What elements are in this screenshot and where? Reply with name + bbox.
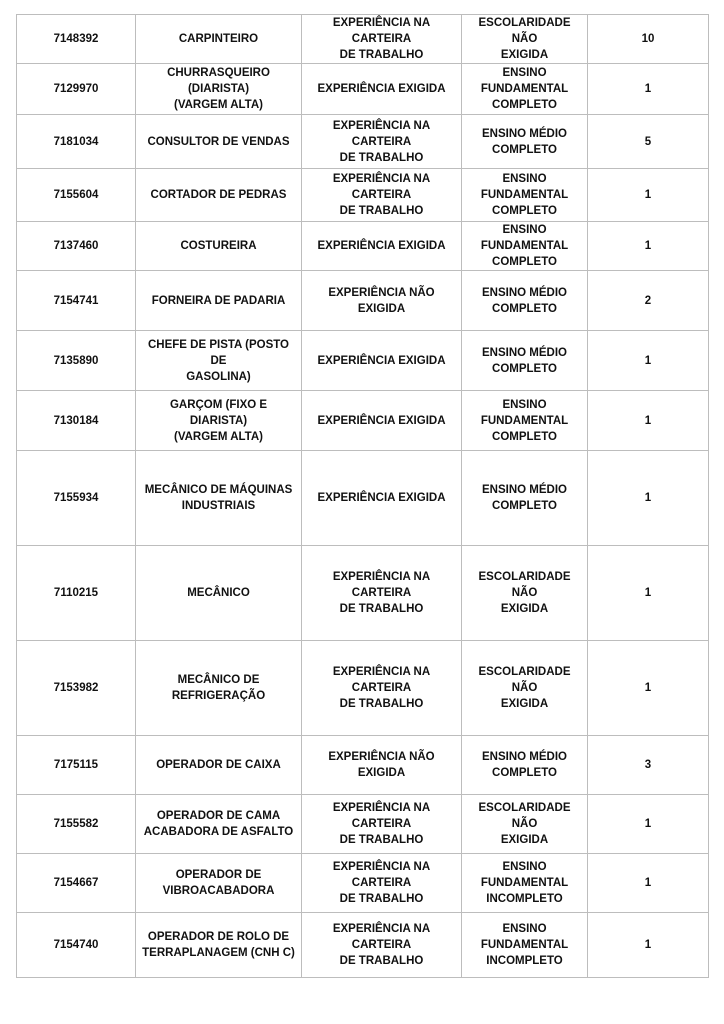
job-education: ENSINO MÉDIO COMPLETO xyxy=(462,451,588,546)
table-row xyxy=(17,271,709,331)
job-experience: EXPERIÊNCIA EXIGIDA xyxy=(302,222,462,271)
job-role: FORNEIRA DE PADARIA xyxy=(136,271,302,331)
job-code: 7155934 xyxy=(17,451,136,546)
table-row xyxy=(17,854,709,913)
job-vacancies: 1 xyxy=(588,331,709,391)
job-role: MECÂNICO xyxy=(136,546,302,641)
job-education: ENSINO MÉDIO COMPLETO xyxy=(462,115,588,169)
job-education: ENSINO FUNDAMENTAL COMPLETO xyxy=(462,391,588,451)
job-vacancies: 1 xyxy=(588,795,709,854)
job-role: CONSULTOR DE VENDAS xyxy=(136,115,302,169)
job-code: 7154740 xyxy=(17,913,136,978)
job-code: 7155604 xyxy=(17,169,136,222)
job-vacancies: 5 xyxy=(588,115,709,169)
job-experience: EXPERIÊNCIA NA CARTEIRA DE TRABALHO xyxy=(302,913,462,978)
job-vacancies: 10 xyxy=(588,15,709,64)
table-row xyxy=(17,641,709,736)
job-role: OPERADOR DE VIBROACABADORA xyxy=(136,854,302,913)
job-code: 7110215 xyxy=(17,546,136,641)
job-education: ESCOLARIDADE NÃO EXIGIDA xyxy=(462,15,588,64)
job-vacancies: 2 xyxy=(588,271,709,331)
job-role: CARPINTEIRO xyxy=(136,15,302,64)
job-education: ENSINO FUNDAMENTAL INCOMPLETO xyxy=(462,854,588,913)
job-education: ENSINO FUNDAMENTAL COMPLETO xyxy=(462,222,588,271)
job-vacancies: 1 xyxy=(588,169,709,222)
job-vacancies: 1 xyxy=(588,222,709,271)
table-row xyxy=(17,64,709,115)
job-role: OPERADOR DE ROLO DE TERRAPLANAGEM (CNH C) xyxy=(136,913,302,978)
job-code: 7135890 xyxy=(17,331,136,391)
table-row xyxy=(17,222,709,271)
table-row xyxy=(17,451,709,546)
job-experience: EXPERIÊNCIA EXIGIDA xyxy=(302,451,462,546)
table-row xyxy=(17,169,709,222)
job-experience: EXPERIÊNCIA NA CARTEIRA DE TRABALHO xyxy=(302,546,462,641)
job-code: 7181034 xyxy=(17,115,136,169)
job-vacancies: 1 xyxy=(588,641,709,736)
job-role: CHEFE DE PISTA (POSTO DE GASOLINA) xyxy=(136,331,302,391)
job-role: COSTUREIRA xyxy=(136,222,302,271)
job-role: OPERADOR DE CAMA ACABADORA DE ASFALTO xyxy=(136,795,302,854)
job-experience: EXPERIÊNCIA NA CARTEIRA DE TRABALHO xyxy=(302,115,462,169)
job-vacancies: 1 xyxy=(588,64,709,115)
job-code: 7155582 xyxy=(17,795,136,854)
job-experience: EXPERIÊNCIA NA CARTEIRA DE TRABALHO xyxy=(302,795,462,854)
job-vacancies: 1 xyxy=(588,546,709,641)
job-vacancies: 1 xyxy=(588,451,709,546)
table-row xyxy=(17,15,709,64)
table-row xyxy=(17,795,709,854)
job-education: ESCOLARIDADE NÃO EXIGIDA xyxy=(462,546,588,641)
job-code: 7148392 xyxy=(17,15,136,64)
job-education: ESCOLARIDADE NÃO EXIGIDA xyxy=(462,795,588,854)
table-row xyxy=(17,913,709,978)
job-education: ENSINO MÉDIO COMPLETO xyxy=(462,736,588,795)
table-row xyxy=(17,331,709,391)
job-vacancies-table xyxy=(16,14,709,978)
job-role: GARÇOM (FIXO E DIARISTA) (VARGEM ALTA) xyxy=(136,391,302,451)
job-experience: EXPERIÊNCIA EXIGIDA xyxy=(302,64,462,115)
job-role: MECÂNICO DE REFRIGERAÇÃO xyxy=(136,641,302,736)
job-education: ENSINO FUNDAMENTAL COMPLETO xyxy=(462,64,588,115)
table-row xyxy=(17,115,709,169)
job-education: ENSINO FUNDAMENTAL INCOMPLETO xyxy=(462,913,588,978)
job-vacancies: 1 xyxy=(588,854,709,913)
job-code: 7154741 xyxy=(17,271,136,331)
job-experience: EXPERIÊNCIA NA CARTEIRA DE TRABALHO xyxy=(302,169,462,222)
job-vacancies: 1 xyxy=(588,913,709,978)
job-code: 7175115 xyxy=(17,736,136,795)
job-experience: EXPERIÊNCIA NA CARTEIRA DE TRABALHO xyxy=(302,641,462,736)
job-education: ENSINO FUNDAMENTAL COMPLETO xyxy=(462,169,588,222)
job-experience: EXPERIÊNCIA NÃO EXIGIDA xyxy=(302,736,462,795)
job-code: 7137460 xyxy=(17,222,136,271)
job-experience: EXPERIÊNCIA NA CARTEIRA DE TRABALHO xyxy=(302,854,462,913)
job-education: ENSINO MÉDIO COMPLETO xyxy=(462,331,588,391)
job-experience: EXPERIÊNCIA NÃO EXIGIDA xyxy=(302,271,462,331)
job-code: 7130184 xyxy=(17,391,136,451)
job-education: ESCOLARIDADE NÃO EXIGIDA xyxy=(462,641,588,736)
job-role: MECÂNICO DE MÁQUINAS INDUSTRIAIS xyxy=(136,451,302,546)
job-role: OPERADOR DE CAIXA xyxy=(136,736,302,795)
job-vacancies: 1 xyxy=(588,391,709,451)
job-education: ENSINO MÉDIO COMPLETO xyxy=(462,271,588,331)
job-code: 7153982 xyxy=(17,641,136,736)
job-experience: EXPERIÊNCIA EXIGIDA xyxy=(302,331,462,391)
table-row xyxy=(17,391,709,451)
job-role: CORTADOR DE PEDRAS xyxy=(136,169,302,222)
table-row xyxy=(17,546,709,641)
job-vacancies: 3 xyxy=(588,736,709,795)
job-code: 7154667 xyxy=(17,854,136,913)
job-code: 7129970 xyxy=(17,64,136,115)
job-experience: EXPERIÊNCIA EXIGIDA xyxy=(302,391,462,451)
job-role: CHURRASQUEIRO (DIARISTA) (VARGEM ALTA) xyxy=(136,64,302,115)
job-experience: EXPERIÊNCIA NA CARTEIRA DE TRABALHO xyxy=(302,15,462,64)
table-row xyxy=(17,736,709,795)
